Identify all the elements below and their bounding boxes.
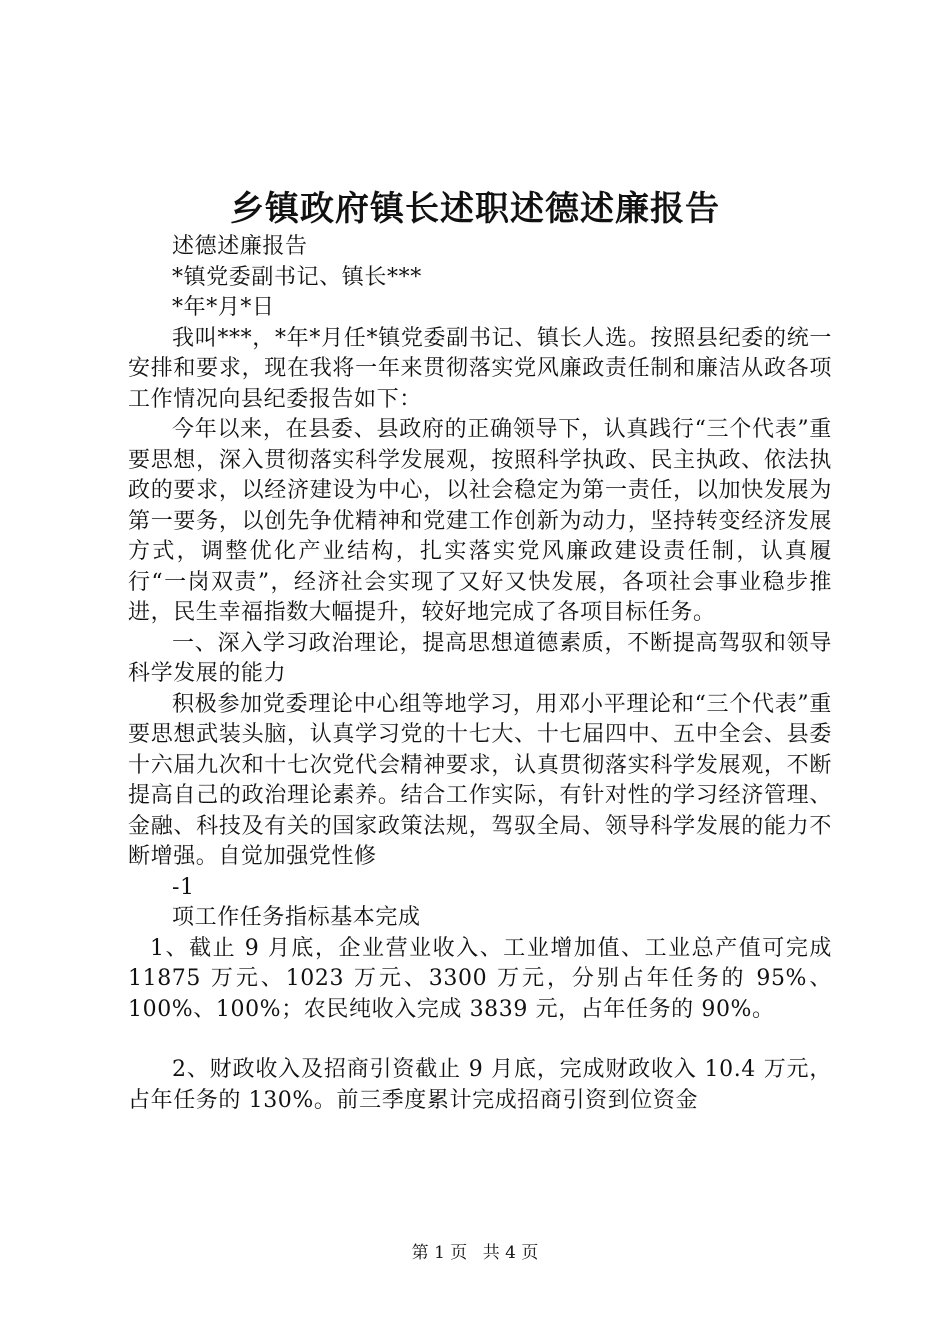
page-marker: -1 — [172, 874, 195, 900]
document-body — [128, 232, 832, 1116]
author-line: *镇党委副书记、镇长*** — [172, 264, 422, 290]
report-subtitle: 述德述廉报告 — [172, 234, 308, 259]
paragraph-study: 积极参加党委理论中心组等地学习，用邓小平理论和“三个代表”重要思想武装头脑，认真学习党的十七大、十七届四中、五中全会、县委十六届九次和十七次党代会精神要求，认真贯彻落实科学发展观，不断提高自己的政治理论素养。结合工作实际，有针对性的学习经济管理、金融、科技及有关的国家政策法规，驾驭全局、领导科学发展的能力不断增强。自觉加强党性修 — [128, 691, 832, 869]
date-line: *年*月*日 — [172, 295, 275, 320]
page-number: 第 1 页 — [411, 1243, 468, 1263]
document-title: 乡镇政府镇长述职述德述廉报告 — [230, 189, 720, 229]
section-heading-tasks: 项工作任务指标基本完成 — [172, 905, 421, 930]
paragraph-overview: 今年以来，在县委、县政府的正确领导下，认真践行“三个代表”重要思想，深入贯彻落实科学发展观，按照科学执政、民主执政、依法执政的要求，以经济建设为中心，以社会稳定为第一责任，以加快发展为第一要务，以创先争优精神和党建工作创新为动力，坚持转变经济发展方式，调整优化产业结构，扎实落实党风廉政建设责任制，认真履行“一岗双责”，经济社会实现了又好又快发展，各项社会事业稳步推进，民生幸福指数大幅提升，较好地完成了各项目标任务。 — [128, 417, 832, 625]
page-total: 共 4 页 — [482, 1243, 539, 1263]
paragraph-intro: 我叫***，*年*月任*镇党委副书记、镇长人选。按照县纪委的统一安排和要求，现在我将一年来贯彻落实党风廉政责任制和廉洁从政各项工作情况向县纪委报告如下： — [128, 325, 832, 412]
page-footer — [0, 1241, 950, 1265]
item-two: 2、财政收入及招商引资截止 9 月底，完成财政收入 10.4 万元，占年任务的 130%。前三季度累计完成招商引资到位资金 — [128, 1057, 832, 1113]
section-heading-one: 一、深入学习政治理论，提高思想道德素质，不断提高驾驭和领导科学发展的能力 — [128, 630, 832, 686]
item-one: 1、截止 9 月底，企业营业收入、工业增加值、工业总产值可完成 11875 万元、1023 万元、3300 万元，分别占年任务的 95%、100%、100%；农民纯收入完成 3839 元，占年任务的 90%。 — [128, 935, 832, 1022]
